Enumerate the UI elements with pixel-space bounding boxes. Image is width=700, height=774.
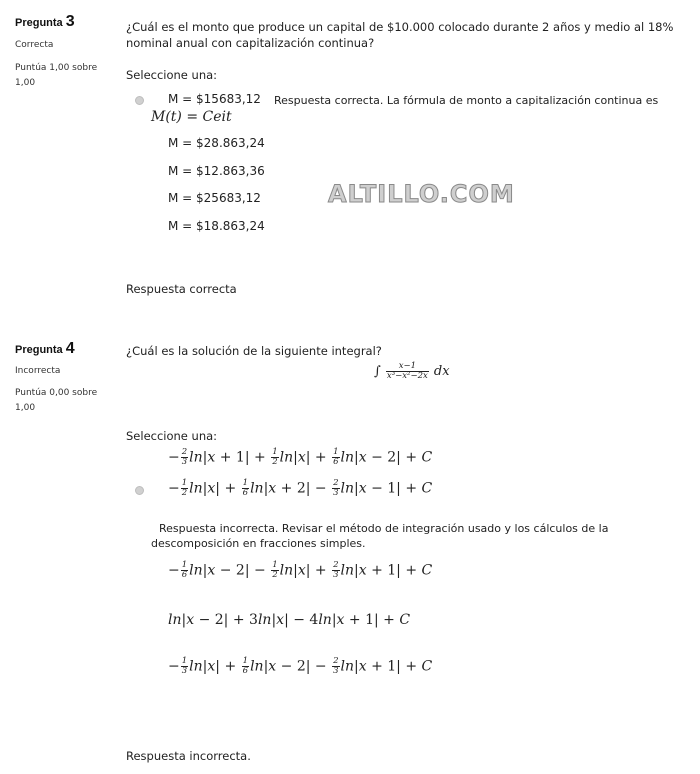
q3-heading: [15, 13, 75, 31]
q3-result: Respuesta correcta: [126, 282, 237, 296]
q3-formula: [151, 109, 232, 125]
q4-result: Respuesta incorrecta.: [126, 749, 251, 763]
q3-number: 3: [65, 13, 75, 30]
q4-select-label: Seleccione una:: [126, 429, 218, 443]
q4-option-3-label[interactable]: − $\frac{1}{6}$ ln|x − 2| − $\frac{1}{2}$ ln|x| + $\frac{2}{3}$ ln|x + 1| + C: [168, 560, 433, 580]
q4-option-4-label[interactable]: ln|x − 2| + 3ln|x| − 4ln|x + 1| + C: [168, 612, 411, 628]
altillo-watermark: ALTILLO.COM: [328, 180, 515, 208]
q4-heading: [15, 340, 75, 358]
q3-option-3-label[interactable]: M = $12.863,36: [168, 164, 265, 178]
q3-select-label: Seleccione una:: [126, 68, 218, 82]
q3-score: Puntúa 1,00 sobre 1,00: [15, 63, 98, 88]
q3-option-5-label[interactable]: M = $18.863,24: [168, 219, 265, 233]
q3-feedback: Respuesta correcta. La fórmula de monto a capitalización continua es: [274, 94, 659, 107]
q4-status: Incorrecta: [15, 366, 61, 376]
q4-option-2-label[interactable]: − $\frac{1}{2}$ ln|x| + $\frac{1}{6}$ ln|x + 2| − $\frac{2}{3}$ ln|x − 1| + C: [168, 478, 433, 498]
q4-heading-prefix: Pregunta: [15, 344, 63, 356]
q3-status: Correcta: [15, 40, 54, 50]
q3-option-2-label[interactable]: M = $28.863,24: [168, 136, 265, 150]
q3-option-4-label[interactable]: M = $25683,12: [168, 191, 261, 205]
q3-question-text: ¿Cuál es el monto que produce un capital de $10.000 colocado durante 2 años y medio al 18% nominal anual con capitalización continua?: [126, 20, 674, 50]
q3-option-1-label[interactable]: M = $15683,12: [168, 92, 261, 106]
q4-option-5-label[interactable]: − $\frac{1}{3}$ ln|x| + $\frac{1}{6}$ ln|x − 2| − $\frac{2}{3}$ ln|x + 1| + C: [168, 656, 433, 676]
q4-score: Puntúa 0,00 sobre 1,00: [15, 388, 98, 413]
q3-option-1-radio[interactable]: [135, 96, 144, 105]
q4-option-2-radio[interactable]: [135, 486, 144, 495]
q4-number: 4: [65, 340, 75, 357]
q4-feedback: Respuesta incorrecta. Revisar el método de integración usado y los cálculos de la descomposición en fracciones simples.: [151, 522, 609, 550]
q4-question-text: ¿Cuál es la solución de la siguiente integral?: [126, 344, 382, 358]
q4-integral: ∫ $\frac{x-1}{\text{x³−x²−2x}}$ dx: [374, 361, 450, 381]
q3-formula-text: M(t) = Ceit: [151, 109, 232, 125]
q3-heading-prefix: Pregunta: [15, 17, 63, 29]
q4-option-1-label[interactable]: − $\frac{2}{3}$ ln|x + 1| + $\frac{1}{2}$ ln|x| + $\frac{1}{6}$ ln|x − 2| + C: [168, 447, 433, 467]
